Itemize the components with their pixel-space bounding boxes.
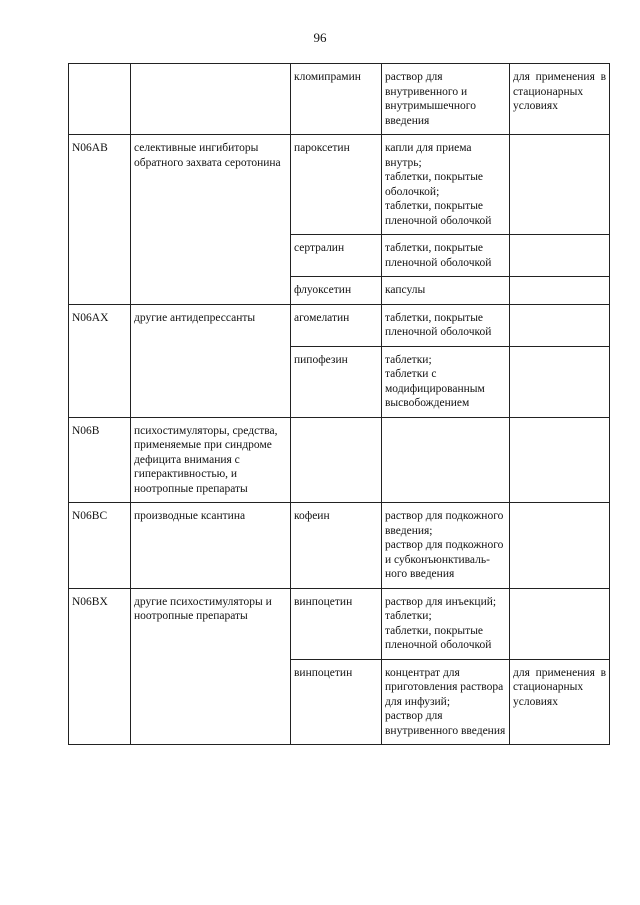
drug-name-cell: сертралин	[291, 235, 382, 277]
note-cell: для применения в стационарных условиях	[510, 64, 610, 135]
note-cell	[510, 235, 610, 277]
atc-code-cell: N06BX	[69, 588, 131, 745]
dosage-form-cell	[382, 64, 510, 135]
dosage-form: раствор для инъекций;	[385, 595, 497, 608]
drug-name-cell: флуоксетин	[291, 277, 382, 305]
note-cell	[510, 304, 610, 346]
dosage-form: таблетки, покрытые пленочной оболочкой	[385, 200, 492, 227]
drug-name-cell: агомелатин	[291, 304, 382, 346]
dosage-form-cell	[382, 235, 510, 277]
note-cell	[510, 346, 610, 417]
dosage-form: раствор для подкожного введения;	[385, 510, 504, 537]
table-row	[69, 64, 610, 135]
dosage-form: таблетки, покрытые пленочной оболочкой	[385, 242, 492, 269]
drug-name-cell: кофеин	[291, 503, 382, 589]
drug-name-cell: винпоцетин	[291, 659, 382, 745]
dosage-form-cell	[382, 659, 510, 745]
group-cell: селективные ингибиторы обратного захвата серотонина	[131, 135, 291, 305]
group-cell: другие антидепрессанты	[131, 304, 291, 417]
note-cell	[510, 417, 610, 503]
group-cell	[131, 64, 291, 135]
note-cell	[510, 277, 610, 305]
dosage-form-cell	[382, 304, 510, 346]
note-cell: для применения в стационарных условиях	[510, 659, 610, 745]
group-cell: производные ксантина	[131, 503, 291, 589]
note-cell	[510, 503, 610, 589]
table-row	[69, 304, 610, 346]
dosage-form: таблетки;	[385, 353, 432, 366]
drug-name-cell: кломипрамин	[291, 64, 382, 135]
table-row	[69, 503, 610, 589]
dosage-form: капли для приема внутрь;	[385, 142, 472, 169]
dosage-form: концентрат для приготовления раствора для инфузий;	[385, 666, 504, 708]
drug-name-cell: пипофезин	[291, 346, 382, 417]
dosage-form-cell	[382, 135, 510, 235]
table-row	[69, 135, 610, 235]
dosage-form: капсулы	[385, 284, 426, 296]
dosage-form-cell	[382, 417, 510, 503]
dosage-form-cell	[382, 503, 510, 589]
dosage-form: таблетки, покрытые пленочной оболочкой	[385, 624, 492, 651]
dosage-form: таблетки;	[385, 610, 432, 622]
dosage-form: таблетки, покрытые пленочной оболочкой	[385, 311, 492, 338]
atc-code-cell: N06B	[69, 417, 131, 503]
dosage-form-cell	[382, 588, 510, 659]
drug-name-cell: пароксетин	[291, 135, 382, 235]
dosage-form: таблетки, покрытые оболочкой;	[385, 171, 484, 198]
table-row	[69, 588, 610, 659]
dosage-form: раствор для внутривенного введения	[385, 710, 506, 737]
note-cell	[510, 588, 610, 659]
drug-name-cell: винпоцетин	[291, 588, 382, 659]
group-cell: другие психостимуляторы и ноотропные препараты	[131, 588, 291, 745]
atc-code-cell: N06BC	[69, 503, 131, 589]
group-cell: психостимуляторы, средства, применяемые при синдроме дефицита внимания с гиперактивностью, и ноотропные препараты	[131, 417, 291, 503]
dosage-form: таблетки с модифицированным высвобождением	[385, 368, 485, 409]
atc-code-cell	[69, 64, 131, 135]
note-cell	[510, 135, 610, 235]
table-row	[69, 417, 610, 503]
page-number: 96	[313, 30, 327, 45]
atc-code-cell: N06AB	[69, 135, 131, 305]
atc-code-cell: N06AX	[69, 304, 131, 417]
drug-table	[68, 63, 610, 745]
dosage-form-cell	[382, 277, 510, 305]
dosage-form-cell	[382, 346, 510, 417]
dosage-form: раствор для внутривенного и внутримышечного введения	[385, 71, 476, 127]
dosage-form: раствор для подкожного и субконъюнктиваль-ного введения	[385, 539, 504, 580]
drug-name-cell	[291, 417, 382, 503]
